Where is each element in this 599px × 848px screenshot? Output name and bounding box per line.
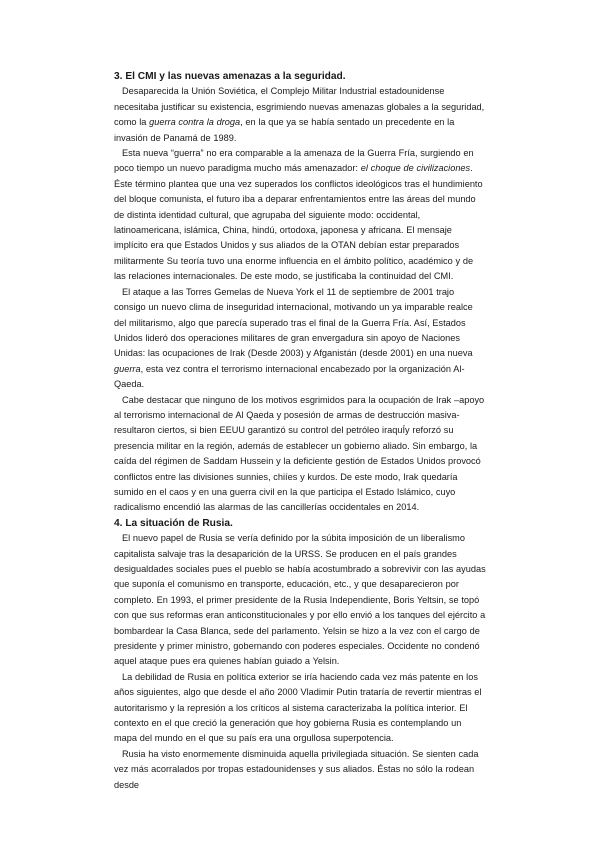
italic-text: guerra contra la droga: [149, 117, 241, 128]
text-run: Esta nueva “guerra” no era comparable a la amenaza de la Guerra Fría, surgiendo en poco tiempo un nuevo paradigma mucho más amenazador:: [114, 148, 474, 174]
document-body: [114, 69, 486, 793]
section-heading-rusia: 4. La situación de Rusia.: [114, 517, 233, 529]
text-run: El nuevo papel de Rusia se vería definido por la súbita imposición de un liberalismo capitalista salvaje tras la desaparición de la URSS. Se producen en el país grandes desigualdades sociales pues el pueblo se había acostumbrado a sobrevivir con las ayudas que suponía el comunismo en transporte, educación, etc., y que desaparecieron por completo. En 1993, el primer presidente de la Rusia Independiente, Boris Yeltsin, se topó con que sus reformas eran anticonstitucionales y por ello envió a los tanques del ejército a bombardear la Casa Blanca, sede del parlamento. Yelsin se hizo a la vez con el cargo de presidente y primer ministro, gobernando con poderes especiales. Occidente no condenó aquel ataque pues era quienes habían guiado a Yelsin.: [114, 533, 486, 667]
italic-text: guerra: [114, 363, 141, 374]
section-heading-cmi: 3. El CMI y las nuevas amenazas a la seguridad.: [114, 71, 346, 82]
italic-text: el choque de civilizaciones: [360, 163, 471, 174]
text-run: , en la que ya se había sentado un precedente en la invasión de Panamá de 1989.: [114, 117, 455, 143]
text-run: Desaparecida la Unión Soviética, el Complejo Militar Industrial estadounidense necesitaba justificar su existencia, esgrimiendo nuevas amenazas globales a la seguridad, como la: [114, 86, 485, 128]
paragraph: [114, 670, 486, 747]
paragraph: [114, 84, 486, 146]
paragraph: [114, 531, 486, 670]
section-cmi-body: [114, 84, 486, 515]
text-run: , esta vez contra el terrorismo internacional encabezado por la organización Al-Qaeda.: [114, 363, 465, 390]
paragraph: [114, 285, 486, 393]
text-run: Cabe destacar que ninguno de los motivos esgrimidos para la ocupación de Irak –apoyo al terrorismo internacional de Al Qaeda y posesión de armas de destrucción masiva- resultaron ciertos, si bien EEUU garantizó su control del petróleo iraquÍy reforzó su presencia militar en la región, además de establecer un gobierno aliado. Sin embargo, la caída del régimen de Saddam Hussein y la deficiente gestión de Estados Unidos provocó conflictos entre las divisiones sunnies, chiíes y kurdos. De este modo, Irak quedaría sumido en el caos y en una guerra civil en la que participa el Estado Islámico, cuyo radicalismo encendió las alarmas de las cancillerías occidentales en 2014.: [114, 394, 485, 513]
paragraph: [114, 146, 486, 285]
section-rusia-body: [114, 531, 486, 793]
paragraph: [114, 747, 486, 793]
text-run: El ataque a las Torres Gemelas de Nueva York el 11 de septiembre de 2001 trajo consigo un nuevo clima de inseguridad internacional, motivando un ya imparable realce del militarismo, algo que parecía superado tras el final de la Guerra Fría. Así, Estados Unidos lideró dos operaciones militares de gran envergadura sin apoyo de Naciones Unidas: las ocupaciones de Irak (Desde 2003) y Afganistán (desde 2001) en una nueva: [114, 286, 473, 359]
text-run: . Éste término plantea que una vez superados los conflictos ideológicos tras el hundimiento del bloque comunista, el futuro iba a deparar enfrentamientos entre las áreas del mundo de distinta identidad cultural, que agrupaba del siguiente modo: occidental, latinoamericana, islámica, China, hindú, ortodoxa, japonesa y africana. El mensaje implícito era que Estados Unidos y sus aliados de la OTAN debían estar preparados militarmente Su teoría tuvo una enorme influencia en el ámbito político, académico y de las relaciones internacionales. De este modo, se justificaba la continuidad del CMI.: [114, 163, 483, 282]
text-run: La debilidad de Rusia en política exterior se iría haciendo cada vez más patente en los años siguientes, algo que desde el año 2000 Vladimir Putin trataría de revertir mientras el autoritarismo y la represión a los críticos al sistema caracterizaba la política interior. El contexto en el que creció la generación que hoy gobierna Rusia es contemplando un mapa del mundo en el que su país era una orgullosa superpotencia.: [114, 671, 482, 744]
text-run: Rusia ha visto enormemente disminuida aquella privilegiada situación. Se sienten cada vez más acorralados por tropas estadounidenses y sus aliados. Éstas no sólo la rodean desde: [114, 748, 479, 790]
paragraph: [114, 393, 486, 516]
